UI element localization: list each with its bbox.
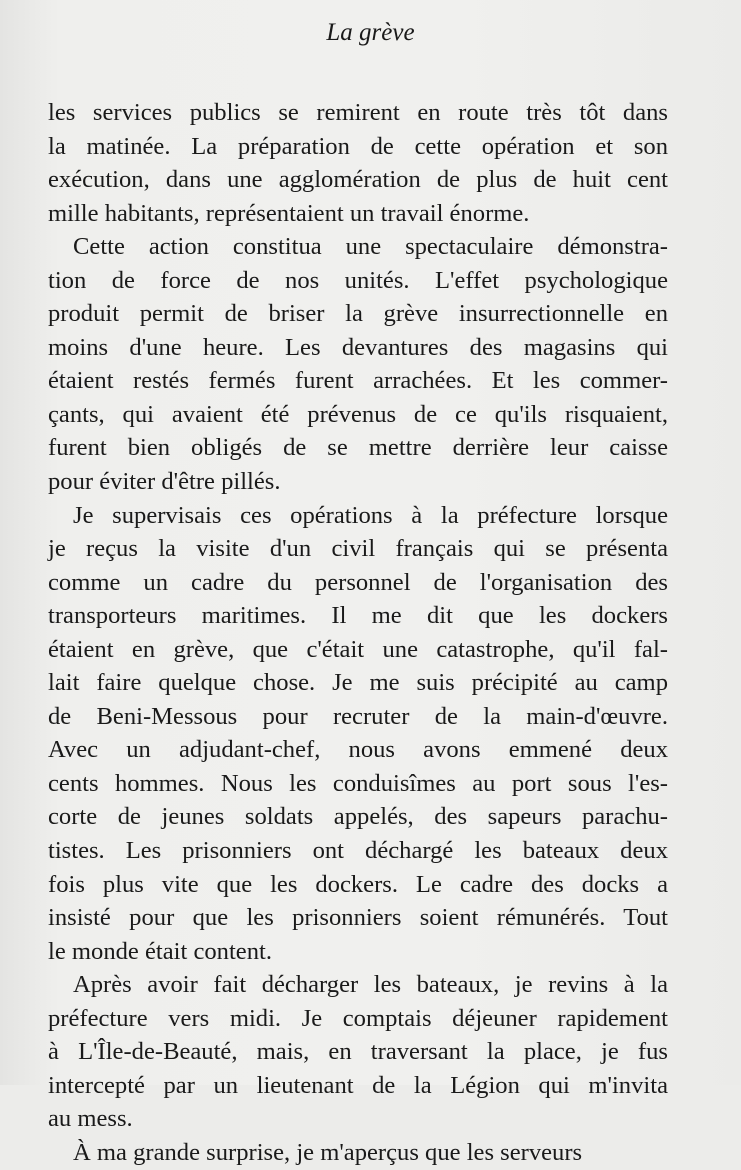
text-line: À ma grande surprise, je m'aperçus que les serveurs [73,1138,583,1166]
running-head: La grève [326,19,415,46]
text-line: lait faire quelque chose. Je me suis précipité au camp [48,669,668,697]
text-line: cents hommes. Nous les conduisîmes au port sous l'es- [48,769,668,797]
text-line: fois plus vite que les dockers. Le cadre des docks a [48,870,668,898]
text-line: mille habitants, représentaient un travail énorme. [48,199,530,227]
text-line: à L'Île-de-Beauté, mais, en traversant la place, je fus [48,1038,668,1066]
text-line: corte de jeunes soldats appelés, des sapeurs parachu- [48,803,668,831]
text-line: çants, qui avaient été prévenus de ce qu'ils risquaient, [48,400,668,428]
text-line: Avec un adjudant-chef, nous avons emmené deux [48,736,668,764]
text-line: exécution, dans une agglomération de plus de huit cent [48,166,668,194]
text-line: tistes. Les prisonniers ont déchargé les bateaux deux [48,837,668,865]
text-line: intercepté par un lieutenant de la Légion qui m'invita [48,1071,668,1099]
paragraph [48,96,668,230]
text-line: préfecture vers midi. Je comptais déjeuner rapidement [48,1004,668,1032]
text-line: Après avoir fait décharger les bateaux, je revins à la [73,971,668,999]
text-line: étaient restés fermés furent arrachées. Et les commer- [48,367,668,395]
text-line: étaient en grève, que c'était une catastrophe, qu'il fal- [48,635,668,663]
text-line: au mess. [48,1105,133,1133]
body-text [48,96,668,1170]
text-line: Je supervisais ces opérations à la préfecture lorsque [73,501,668,529]
text-line: comme un cadre du personnel de l'organisation des [48,568,668,596]
paragraph [48,968,668,1136]
paragraph [48,1136,668,1170]
text-line: produit permit de briser la grève insurrectionnelle en [48,300,668,328]
text-line: de Beni-Messous pour recruter de la main-d'œuvre. [48,702,668,730]
text-line: je reçus la visite d'un civil français qui se présenta [48,535,668,563]
paragraph [48,230,668,498]
text-line: transporteurs maritimes. Il me dit que les dockers [48,602,668,630]
text-line: moins d'une heure. Les devantures des magasins qui [48,333,668,361]
text-line: les services publics se remirent en route très tôt dans [48,99,668,126]
text-line: Cette action constitua une spectaculaire démonstra- [73,233,668,261]
text-line: insisté pour que les prisonniers soient rémunérés. Tout [48,904,668,932]
text-line: la matinée. La préparation de cette opération et son [48,132,668,160]
text-line: furent bien obligés de se mettre derrière leur caisse [48,434,668,462]
text-line: tion de force de nos unités. L'effet psychologique [48,266,668,294]
text-line: pour éviter d'être pillés. [48,468,281,496]
text-line: le monde était content. [48,937,272,965]
paragraph [48,499,668,969]
